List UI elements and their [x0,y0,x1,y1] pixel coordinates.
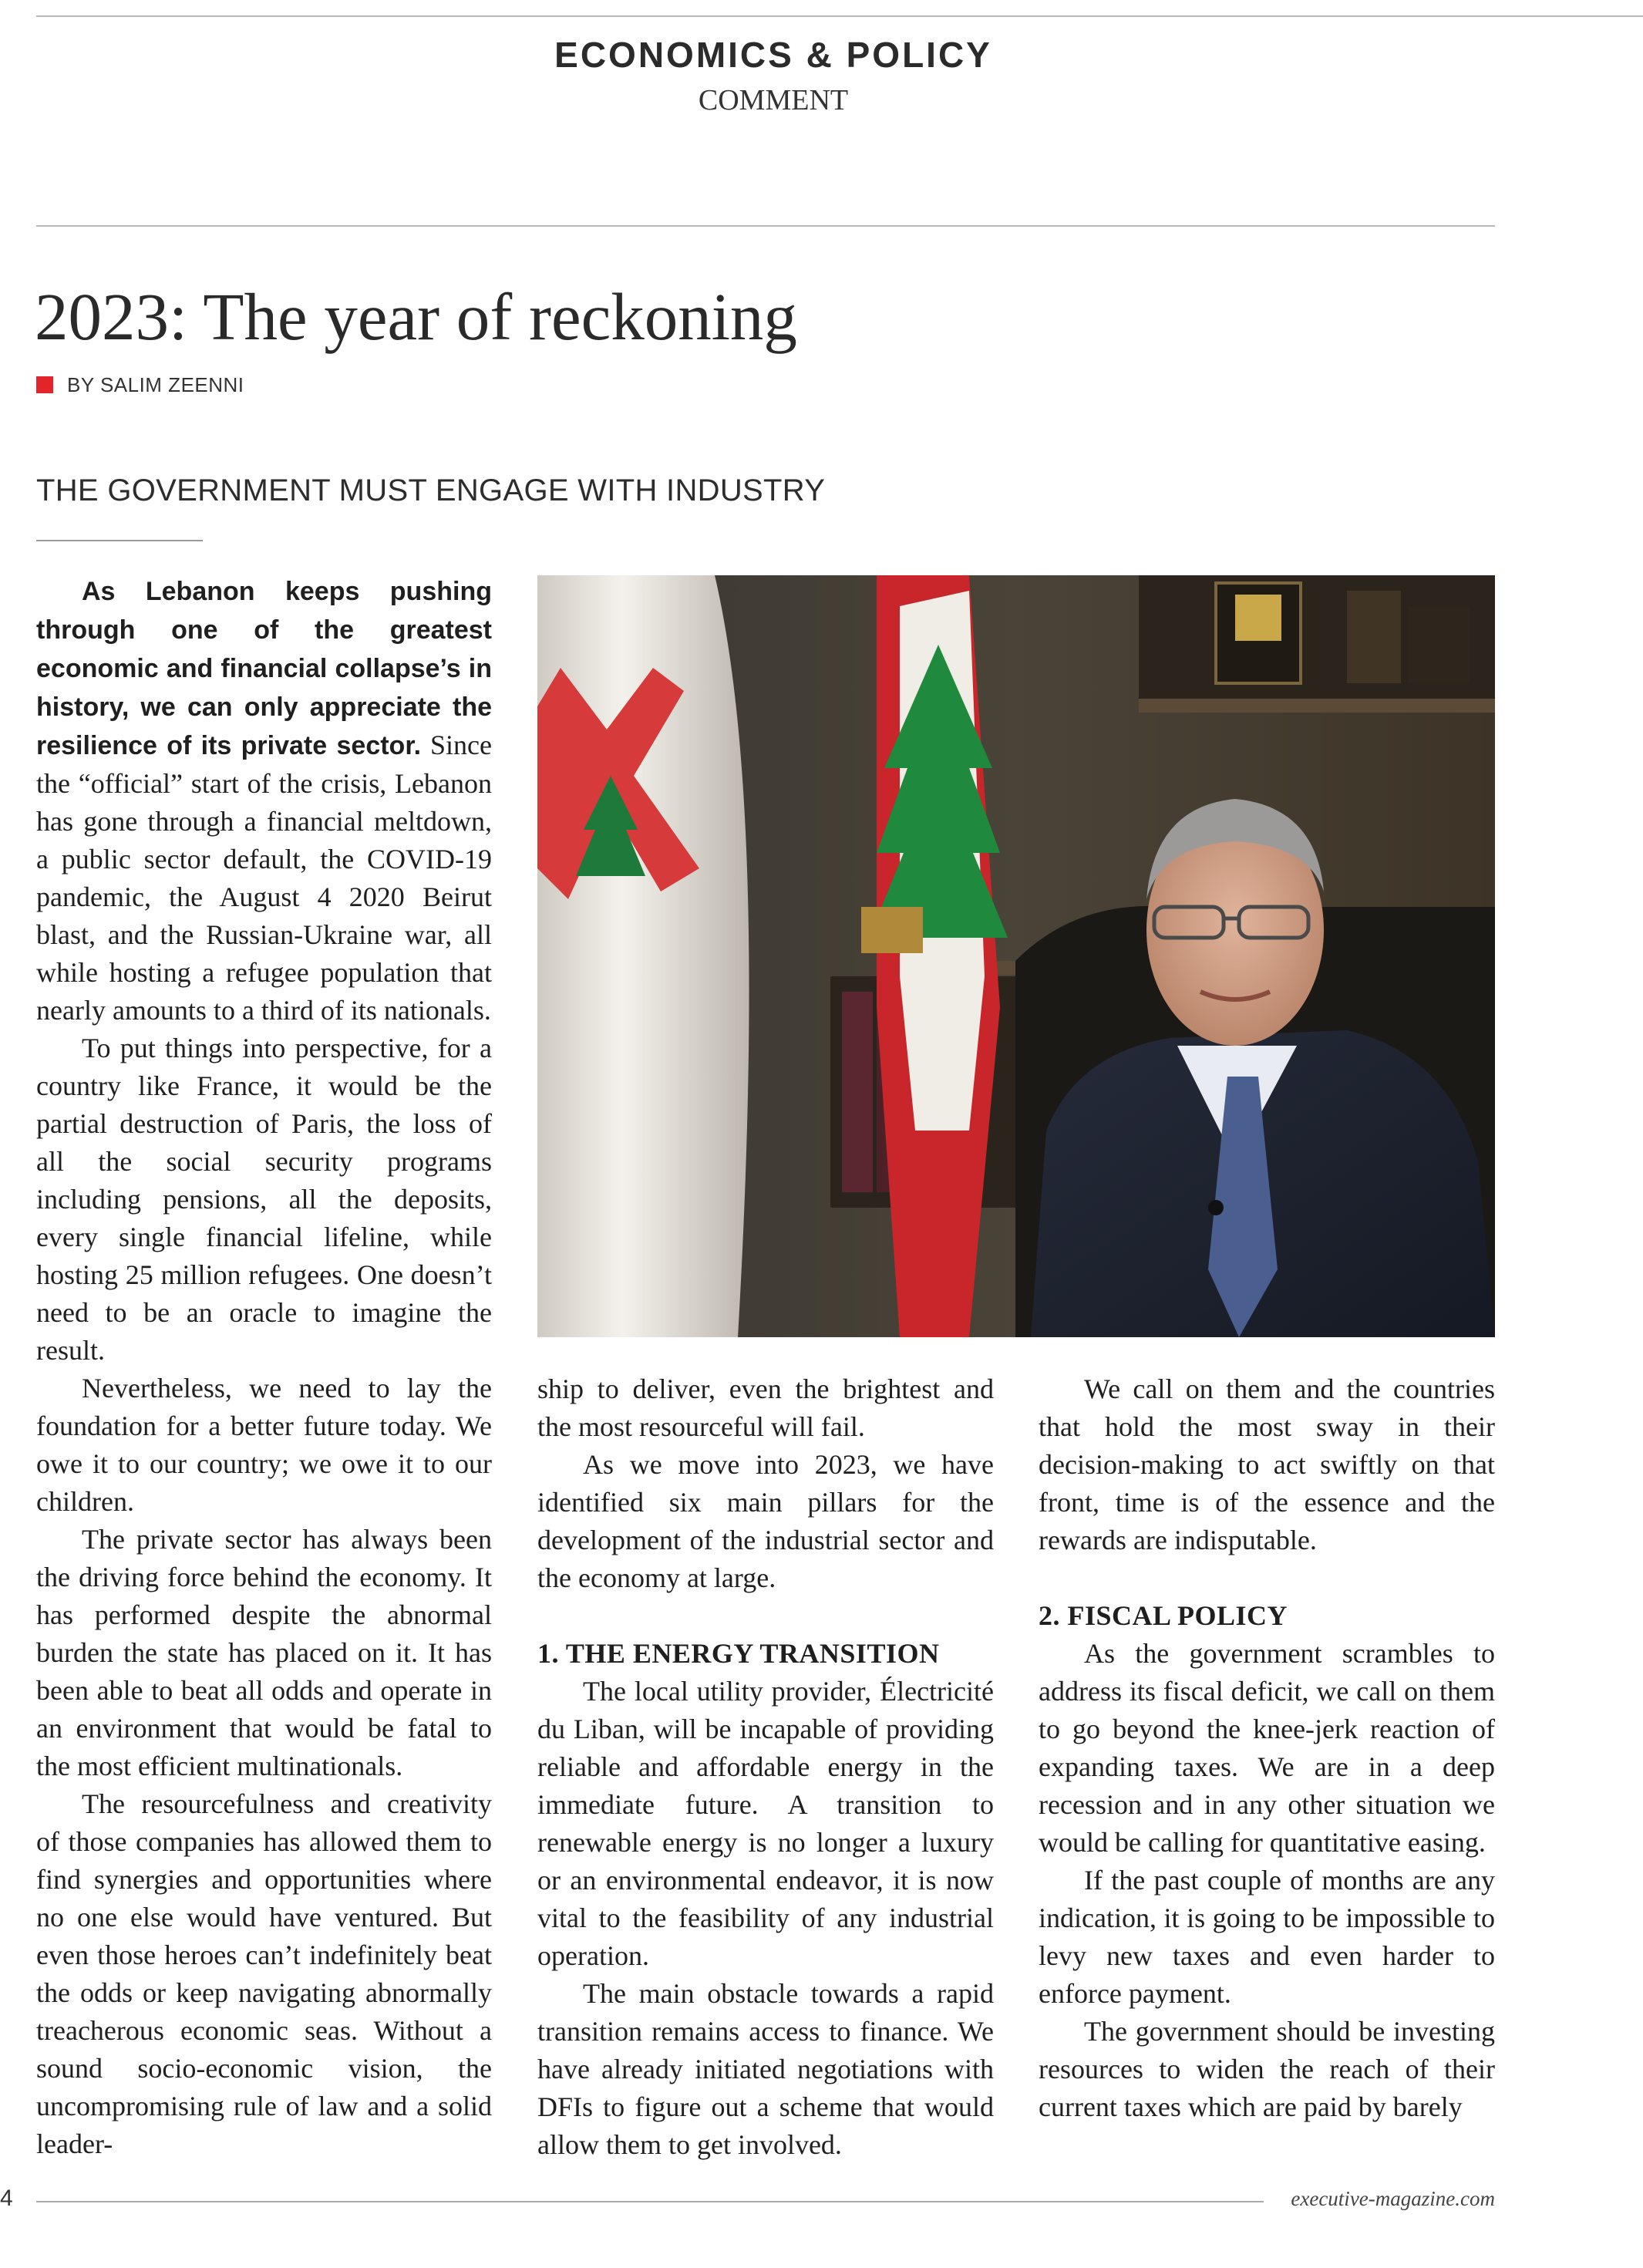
paragraph: Nevertheless, we need to lay the foundation for a better future today. We owe it to our country; we owe it to our children. [36,1373,492,1517]
standfirst: THE GOVERNMENT MUST ENGAGE WITH INDUSTRY [36,473,826,507]
paragraph: We call on them and the countries that hold the most sway in their decision-making to act swiftly on that front, time is of the essence and the rewards are indisputable. [1039,1373,1495,1555]
lead-sentence: As Lebanon keeps pushing through one of the greatest economic and financial collapse’s in history, we can only appreciate the resilience of its private sector. [36,577,492,760]
paragraph: As we move into 2023, we have identified six main pillars for the development of the industrial sector and the economy at large. [537,1449,994,1593]
site-url[interactable]: executive-magazine.com [1291,2187,1495,2210]
article-column-2 [537,1370,994,2164]
byline-text: BY SALIM ZEENNI [67,373,244,396]
article-column-3 [1039,1370,1495,2126]
paragraph: The resourcefulness and creativity of those companies has allowed them to find synergies and opportunities where no one else would have ventured. But even those heroes can’t indefinitely beat the odds or keep navigating abnormally treacherous economic seas. Without a sound socio-economic vision, the uncompromising rule of law and a solid leader- [36,1788,492,2159]
paragraph: As the government scrambles to address its fiscal deficit, we call on them to go beyond the knee-jerk reaction of expanding taxes. We are in a deep recession and in any other situation we would be calling for quantitative easing. [1039,1638,1495,1858]
standfirst-rule [36,540,203,541]
paragraph [36,572,492,1030]
article-headline: 2023: The year of reckoning [35,279,797,354]
paragraph: The local utility provider, Électricité du Liban, will be incapable of providing reliable and affordable energy in the immediate future. A transition to renewable energy is no longer a luxury or an environmental endeavor, it is now vital to the feasibility of any industrial operation. [537,1676,994,1971]
footer-rule [36,2201,1264,2202]
paragraph: ship to deliver, even the brightest and the most resourceful will fail. [537,1373,994,1442]
byline [36,373,244,397]
speaker-photo-illustration [537,575,1495,1337]
paragraph: The government should be investing resources to widen the reach of their current taxes which are paid by barely [1039,2016,1495,2122]
section-subtitle: COMMENT [698,84,849,116]
paragraph-text: Since the “official” start of the crisis, Lebanon has gone through a financial meltdown, a public sector default, the COVID-19 pandemic, the August 4 2020 Beirut blast, and the Russian-Ukraine war, all while hosting a refugee population that nearly amounts to a third of its nationals. [36,730,492,1026]
paragraph: To put things into perspective, for a country like France, it would be the partial destruction of Paris, the loss of all the social security programs including pensions, all the deposits, every single financial lifeline, while hosting 25 million refugees. One doesn’t need to be an oracle to imagine the result. [36,1033,492,1366]
top-rule [36,15,1643,17]
article-column-1 [36,572,492,2163]
paragraph: The main obstacle towards a rapid transition remains access to finance. We have already initiated negotiations with DFIs to figure out a scheme that would allow them to get involved. [537,1978,994,2160]
byline-marker-icon [36,376,53,393]
section-heading: 2. FISCAL POLICY [1039,1600,1288,1631]
article-photo [537,575,1495,1337]
paragraph: If the past couple of months are any indication, it is going to be impossible to levy new taxes and even harder to enforce payment. [1039,1865,1495,2009]
section-title: ECONOMICS & POLICY [554,35,992,75]
header-rule [36,225,1495,227]
section-heading: 1. THE ENERGY TRANSITION [537,1638,940,1669]
page-number: 4 [0,2185,13,2211]
paragraph: The private sector has always been the driving force behind the economy. It has performed despite the abnormal burden the state has placed on it. It has been able to beat all odds and operate in an environment that would be fatal to the most efficient multinationals. [36,1524,492,1781]
